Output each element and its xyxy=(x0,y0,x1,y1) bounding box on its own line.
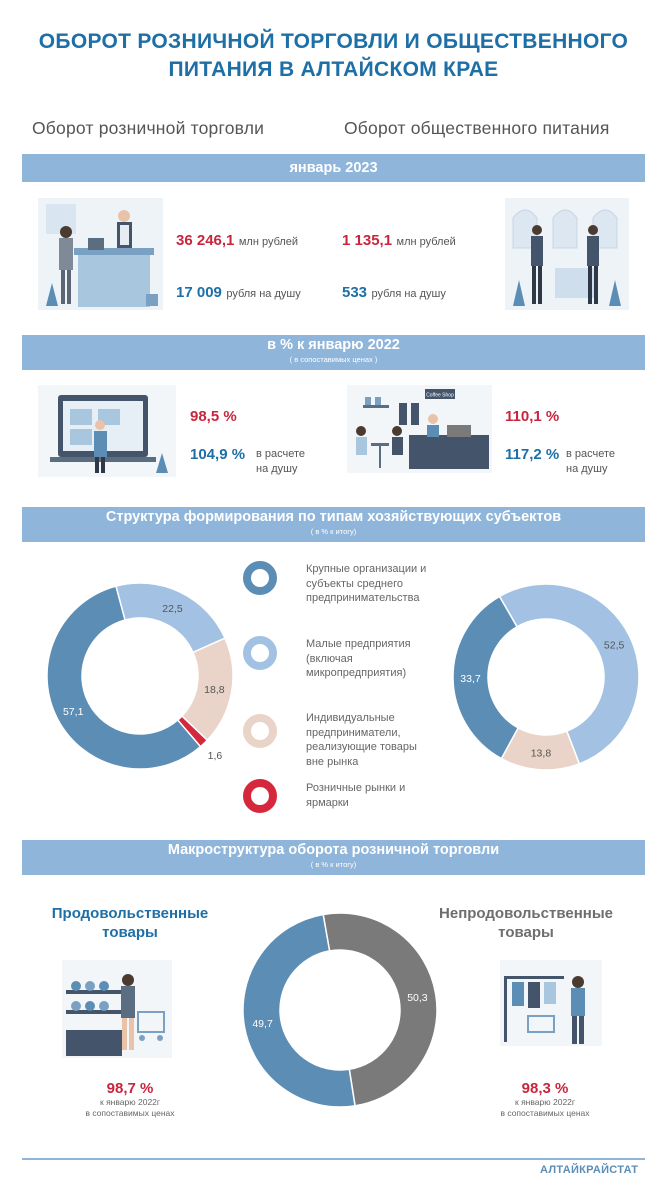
band-macrostructure-sublabel: ( в % к итогу) xyxy=(310,860,357,869)
food-per-capita-note-line1: в расчете xyxy=(566,448,616,460)
legend-icon-large xyxy=(242,560,278,596)
food-total-value: 1 135,1 xyxy=(342,232,393,249)
food-per-capita-unit: рубля на душу xyxy=(371,288,446,300)
footer-brand: АЛТАЙКРАЙСТАТ xyxy=(540,1164,639,1176)
food-donut-label-ip: 13,8 xyxy=(530,747,552,760)
food-goods-note xyxy=(55,1097,205,1119)
food-goods-heading-line2: товары xyxy=(102,924,158,941)
legend-large-line2: субъекты среднего xyxy=(306,577,403,590)
legend-ip-line2: предприниматели, xyxy=(306,726,401,739)
retail-per-capita-note-line1: в расчете xyxy=(256,448,306,460)
food-goods-note-line1: к январю 2022г xyxy=(100,1097,160,1107)
retail-per-capita-unit: рубля на душу xyxy=(226,288,301,300)
band-macrostructure xyxy=(22,840,645,875)
food-percent-per-capita: 117,2 % xyxy=(505,446,560,463)
legend-ip-line1: Индивидуальные xyxy=(306,712,395,724)
food-per-capita-value: 533 xyxy=(342,284,368,301)
retail-donut-label-markets: 1,6 xyxy=(207,750,223,763)
food-service-column-title: Оборот общественного питания xyxy=(344,118,610,138)
retail-per-capita-note-line2: на душу xyxy=(256,463,298,475)
food-donut-label-large: 33,7 xyxy=(460,672,481,685)
food-per-capita-note-line2: на душу xyxy=(566,463,608,475)
macro-donut-label-food: 49,7 xyxy=(252,1017,273,1030)
band-percent-label: в % к январю 2022 xyxy=(267,337,400,353)
legend-item-markets xyxy=(306,781,405,810)
food-goods-heading-line1: Продовольственные xyxy=(51,905,209,922)
coffee-shop-sign: Coffee Shop xyxy=(426,392,454,399)
legend-markets-line2: ярмарки xyxy=(306,796,349,809)
band-macrostructure-label: Макроструктура оборота розничной торговли xyxy=(167,842,500,858)
nonfood-goods-note-line2: в сопоставимых ценах xyxy=(500,1108,590,1118)
nonfood-goods-note xyxy=(470,1097,620,1119)
retail-donut-label-ip: 18,8 xyxy=(204,683,225,696)
legend-small-line1: Малые предприятия xyxy=(306,638,411,650)
retail-total-unit: млн рублей xyxy=(238,236,299,248)
legend-small-line2: (включая xyxy=(306,652,353,665)
retail-total-value: 36 246,1 xyxy=(176,232,235,249)
retail-per-capita-value: 17 009 xyxy=(176,284,222,301)
band-structure-label: Структура формирования по типам хозяйствующих субъектов xyxy=(105,509,562,525)
legend-icon-markets xyxy=(242,778,278,814)
nonfood-goods-note-line1: к январю 2022г xyxy=(515,1097,575,1107)
retail-donut-label-large: 57,1 xyxy=(62,706,84,719)
retail-donut-slice-small xyxy=(116,583,225,652)
nonfood-goods-heading xyxy=(428,904,624,942)
legend-markets-line1: Розничные рынки и xyxy=(306,782,406,794)
band-january-2023-label: январь 2023 xyxy=(289,160,378,176)
legend-small-line3: микропредприятия) xyxy=(306,667,407,679)
band-structure-sublabel: ( в % к итогу) xyxy=(310,527,357,536)
retail-percent: 98,5 % xyxy=(190,408,237,425)
food-total-unit: млн рублей xyxy=(396,236,456,248)
food-goods-note-line2: в сопоставимых ценах xyxy=(85,1108,175,1118)
nonfood-goods-heading-line2: товары xyxy=(498,924,554,941)
title-line-2: ПИТАНИЯ В АЛТАЙСКОМ КРАЕ xyxy=(168,58,499,81)
legend-large-line1: Крупные организации и xyxy=(306,563,427,575)
food-goods-percent: 98,7 % xyxy=(106,1080,154,1097)
retail-column-title: Оборот розничной торговли xyxy=(32,118,265,138)
legend-item-small xyxy=(306,637,411,681)
legend-item-large xyxy=(306,562,426,606)
title-line-1: ОБОРОТ РОЗНИЧНОЙ ТОРГОВЛИ И ОБЩЕСТВЕННОГО xyxy=(38,30,629,53)
legend-item-ip xyxy=(306,711,417,769)
clothing-shopper-illustration xyxy=(500,960,602,1046)
legend-icon-ip xyxy=(242,713,278,749)
nonfood-goods-heading-line1: Непродовольственные xyxy=(439,905,613,922)
legend-icon-small xyxy=(242,635,278,671)
legend-ip-line4: вне рынка xyxy=(306,755,359,768)
legend-ip-line3: реализующие товары xyxy=(306,741,417,753)
footer-divider xyxy=(22,1158,645,1160)
macro-donut-label-nonfood: 50,3 xyxy=(407,992,428,1005)
retail-donut-label-small: 22,5 xyxy=(162,602,183,615)
grocery-shopper-illustration xyxy=(62,960,172,1058)
retail-percent-per-capita: 104,9 % xyxy=(190,446,246,463)
food-donut-label-small: 52,5 xyxy=(603,639,625,652)
food-percent: 110,1 % xyxy=(505,408,560,425)
band-percent-sublabel: ( в сопоставимых ценах ) xyxy=(289,355,378,364)
nonfood-goods-percent: 98,3 % xyxy=(521,1080,569,1097)
food-goods-heading xyxy=(30,904,230,942)
legend-large-line3: предпринимательства xyxy=(306,592,420,604)
